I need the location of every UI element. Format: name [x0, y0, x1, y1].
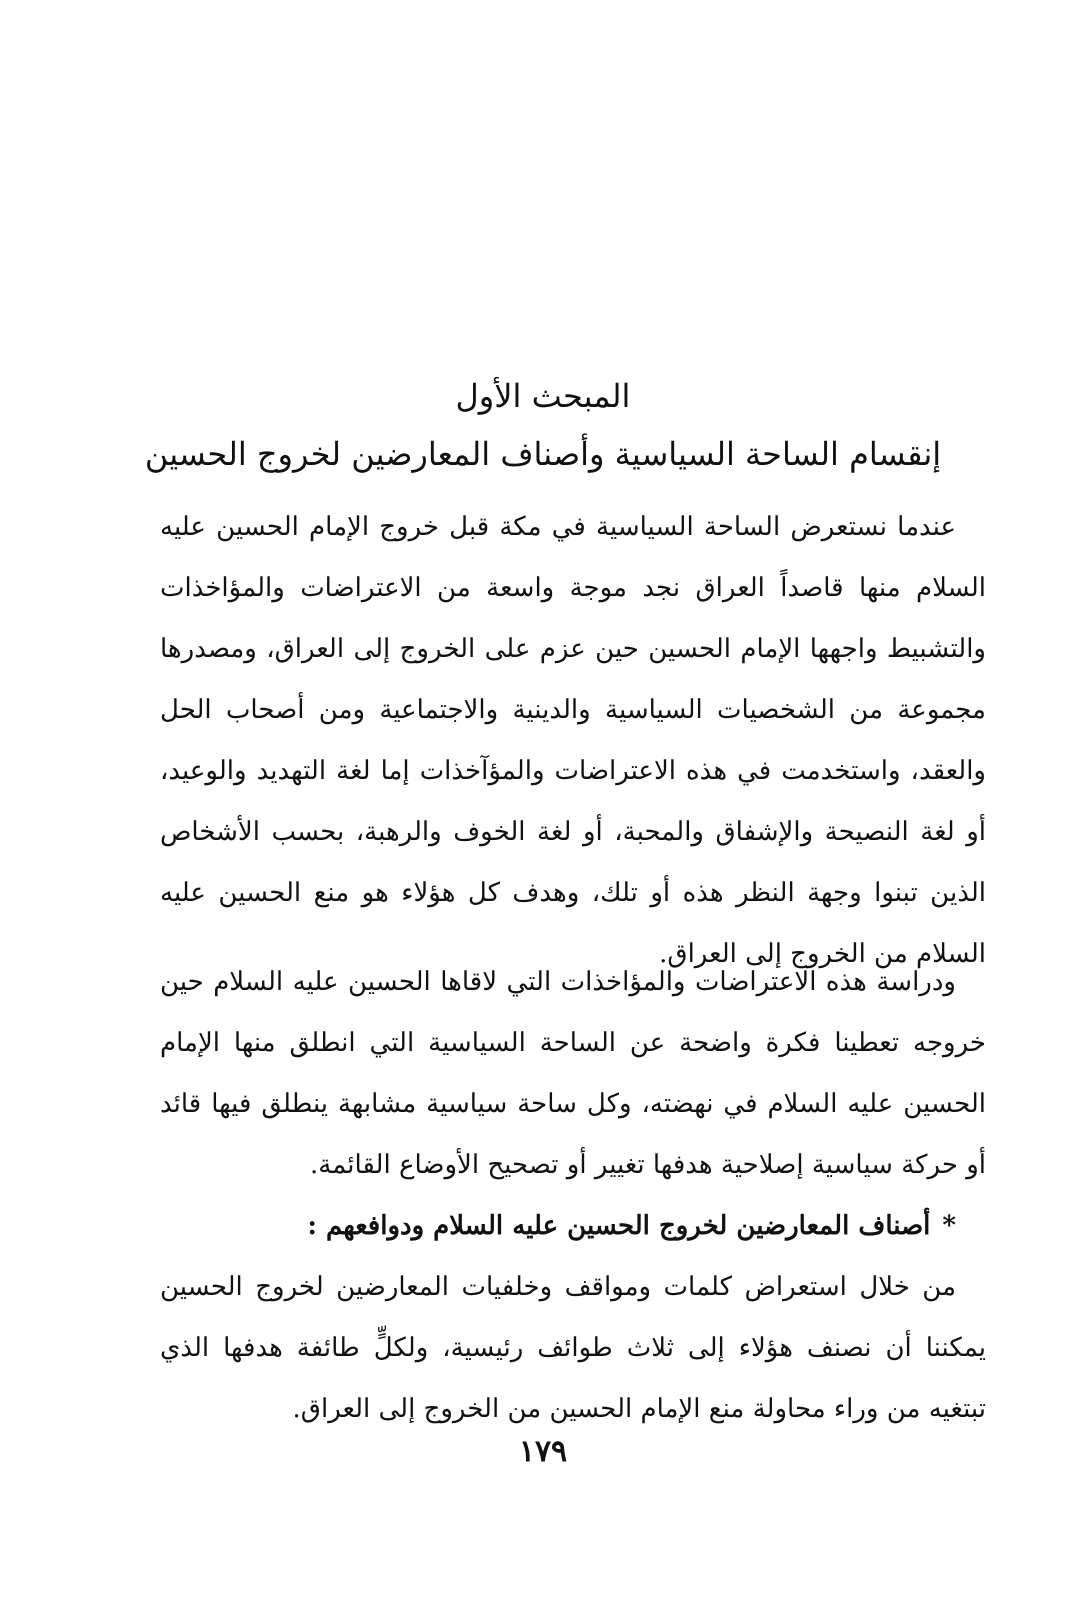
body-block-continued: [160, 952, 986, 1440]
paragraph-2: ودراسة هذه الاعتراضات والمؤاخذات التي لاقاها الحسين عليه السلام حين خروجه تعطينا فكرة واضحة عن الساحة السياسية التي انطلق منها الإمام الحسين عليه السلام في نهضته، وكل ساحة سياسية مشابهة ينطلق فيها قائد أو حركة سياسية إصلاحية هدفها تغيير أو تصحيح الأوضاع القائمة.: [160, 967, 986, 1180]
page-number: ١٧٩: [518, 1434, 568, 1469]
paragraph-3: من خلال استعراض كلمات ومواقف وخلفيات المعارضين لخروج الحسين يمكننا أن نصنف هؤلاء إلى ثلاث طوائف رئيسية، ولكلٍّ طائفة هدفها الذي تبتغيه من وراء محاولة منع الإمام الحسين من الخروج إلى العراق.: [160, 1272, 986, 1424]
section-title: المبحث الأول: [455, 377, 631, 415]
asterisk-marker: *: [942, 1211, 956, 1241]
subheading-text: أصناف المعارضين لخروج الحسين عليه السلام ودوافعهم :: [307, 1211, 931, 1241]
body-block-intro: [160, 497, 986, 985]
subheading: [160, 1196, 986, 1257]
paragraph-1: عندما نستعرض الساحة السياسية في مكة قبل خروج الإمام الحسين عليه السلام منها قاصداً العراق نجد موجة واسعة من الاعتراضات والمؤاخذات والتشبيط واجهها الإمام الحسين حين عزم على الخروج إلى العراق، ومصدرها مجموعة من الشخصيات السياسية والدينية والاجتماعية ومن أصحاب الحل والعقد، واستخدمت في هذه الاعتراضات والمؤآخذات إما لغة التهديد والوعيد، أو لغة النصيحة والإشفاق والمحبة، أو لغة الخوف والرهبة، بحسب الأشخاص الذين تبنوا وجهة النظر هذه أو تلك، وهدف كل هؤلاء هو منع الحسين عليه السلام من الخروج إلى العراق.: [160, 512, 986, 969]
section-subtitle: إنقسام الساحة السياسية وأصناف المعارضين لخروج الحسين: [144, 435, 942, 473]
